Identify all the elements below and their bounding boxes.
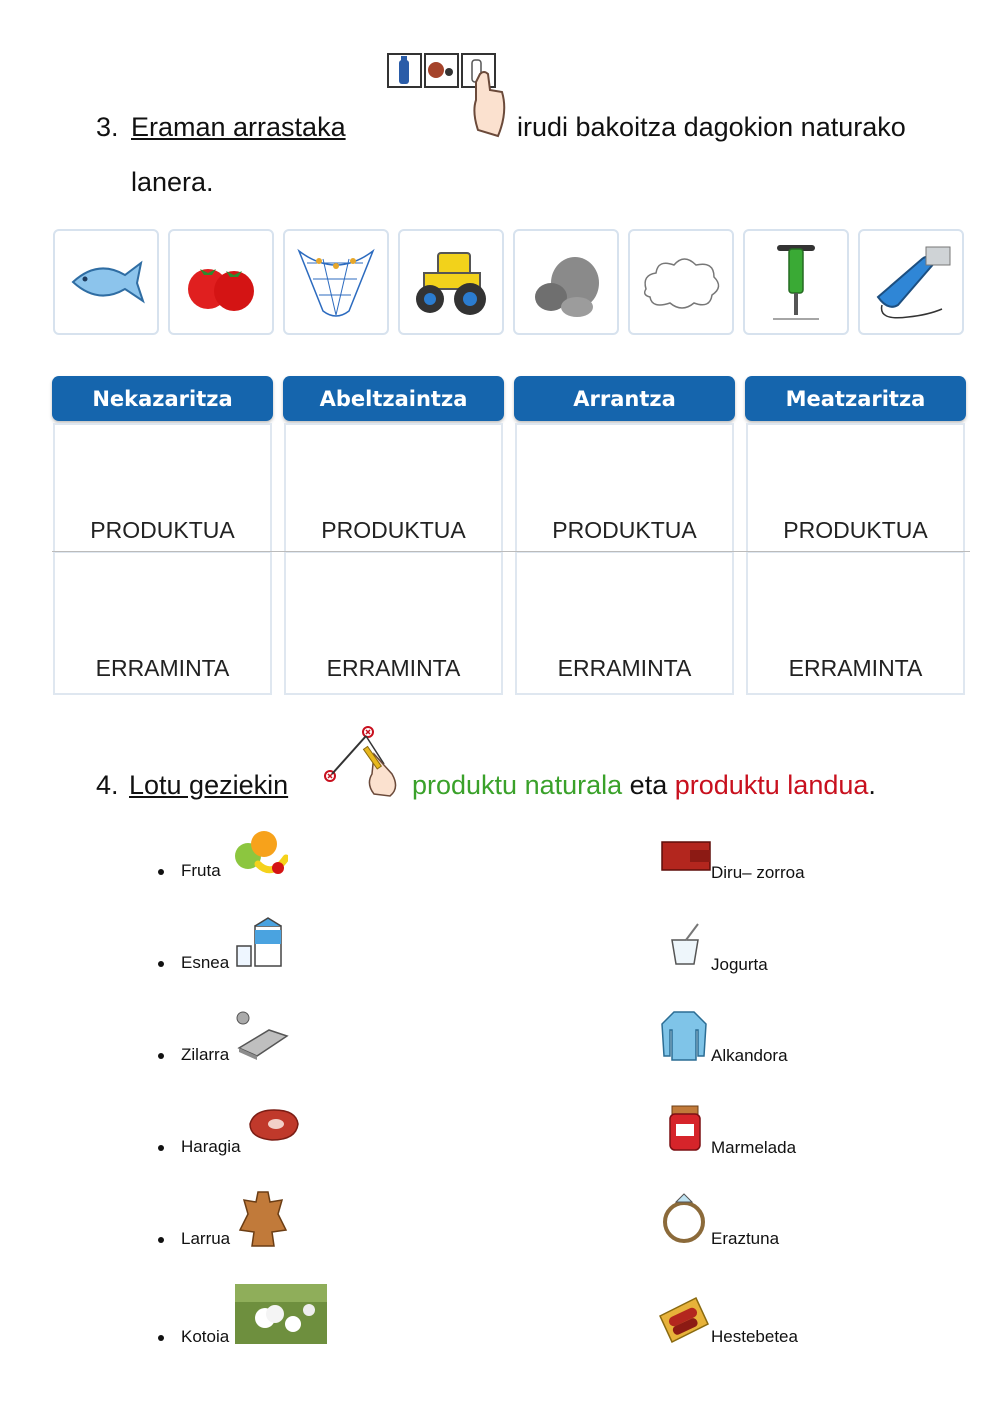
- left-item-haragia[interactable]: Haragia: [181, 1137, 241, 1156]
- connect-arrow-icon: [318, 724, 402, 800]
- drag-card-net[interactable]: [283, 229, 389, 335]
- bullet: [158, 961, 164, 967]
- wallet-icon: [660, 838, 712, 879]
- column-header-nekazaritza: Nekazaritza: [52, 376, 273, 421]
- hide-icon: [238, 1188, 288, 1253]
- period-text: .: [868, 770, 876, 800]
- tool-label: ERRAMINTA: [788, 655, 923, 681]
- column-header-arrantza: Arrantza: [514, 376, 735, 421]
- milk-icon: [235, 916, 287, 975]
- drag-card-shears[interactable]: [858, 229, 964, 335]
- q3-instruction-line2: lanera.: [131, 167, 214, 197]
- bullet: [158, 1053, 164, 1059]
- left-item-zilarra[interactable]: Zilarra: [181, 1045, 230, 1064]
- product-label: PRODUKTUA: [783, 517, 928, 543]
- jackhammer-icon: [753, 239, 839, 325]
- tool-label: ERRAMINTA: [95, 655, 230, 681]
- divider: [52, 551, 970, 552]
- q4-instruction-link: Lotu geziekin: [129, 770, 289, 800]
- right-item-eraztuna[interactable]: Eraztuna: [711, 1229, 780, 1248]
- ring-icon: [660, 1192, 710, 1251]
- q4-number: 4.: [96, 770, 119, 800]
- drag-pictogram-icon: [386, 52, 510, 140]
- jam-icon: [668, 1104, 702, 1157]
- dropzone-abeltzaintza-tool[interactable]: [284, 553, 503, 695]
- dropzone-arrantza-product[interactable]: [515, 423, 734, 553]
- left-item-kotoia[interactable]: Kotoia: [181, 1327, 230, 1346]
- drag-card-jackhammer[interactable]: [743, 229, 849, 335]
- product-label: PRODUKTUA: [90, 517, 235, 543]
- shirt-icon: [660, 1010, 708, 1067]
- yogurt-icon: [668, 922, 702, 971]
- bullet: [158, 869, 164, 875]
- tool-label: ERRAMINTA: [557, 655, 692, 681]
- dropzone-abeltzaintza-product[interactable]: [284, 423, 503, 553]
- dropzone-meatzaritza-tool[interactable]: [746, 553, 965, 695]
- tool-label: ERRAMINTA: [326, 655, 461, 681]
- drag-card-rocks[interactable]: [513, 229, 619, 335]
- drag-card-fish[interactable]: [53, 229, 159, 335]
- q4-instruction-rest: [412, 770, 876, 801]
- right-item-marmelada[interactable]: Marmelada: [711, 1138, 797, 1157]
- bullet: [158, 1145, 164, 1151]
- product-label: PRODUKTUA: [321, 517, 466, 543]
- processed-product-text: produktu landua: [674, 770, 869, 800]
- silver-ingot-icon: [233, 1008, 289, 1069]
- left-item-fruta[interactable]: Fruta: [181, 861, 221, 880]
- q3-instruction-rest: irudi bakoitza dagokion naturako: [517, 112, 906, 142]
- right-item-jogurta[interactable]: Jogurta: [711, 955, 768, 974]
- fishing-net-icon: [293, 239, 379, 325]
- column-header-meatzaritza: Meatzaritza: [745, 376, 966, 421]
- right-item-diru-zorroa[interactable]: Diru– zorroa: [711, 863, 805, 882]
- dropzone-nekazaritza-product[interactable]: [53, 423, 272, 553]
- drag-card-tomatoes[interactable]: [168, 229, 274, 335]
- dropzone-arrantza-tool[interactable]: [515, 553, 734, 695]
- tractor-icon: [408, 239, 494, 325]
- left-item-larrua[interactable]: Larrua: [181, 1229, 231, 1248]
- meat-icon: [246, 1106, 302, 1149]
- fruit-icon: [232, 824, 288, 883]
- dropzone-nekazaritza-tool[interactable]: [53, 553, 272, 695]
- drag-card-cotton[interactable]: [628, 229, 734, 335]
- cotton-wool-icon: [638, 239, 724, 325]
- q3-instruction-link: Eraman arrastaka: [131, 112, 346, 142]
- bullet: [158, 1237, 164, 1243]
- shears-icon: [868, 239, 954, 325]
- left-item-esnea[interactable]: Esnea: [181, 953, 230, 972]
- rocks-icon: [523, 239, 609, 325]
- q3-number: 3.: [96, 112, 119, 142]
- column-header-abeltzaintza: Abeltzaintza: [283, 376, 504, 421]
- product-label: PRODUKTUA: [552, 517, 697, 543]
- dropzone-meatzaritza-product[interactable]: [746, 423, 965, 553]
- sausage-icon: [656, 1294, 710, 1349]
- tomatoes-icon: [178, 239, 264, 325]
- connector-text: eta: [629, 770, 668, 800]
- fish-icon: [63, 239, 149, 325]
- right-item-hestebetea[interactable]: Hestebetea: [711, 1327, 798, 1346]
- bullet: [158, 1335, 164, 1341]
- right-item-alkandora[interactable]: Alkandora: [711, 1046, 788, 1065]
- cotton-plant-icon: [235, 1284, 327, 1349]
- drag-card-tractor[interactable]: [398, 229, 504, 335]
- natural-product-text: produktu naturala: [412, 770, 623, 800]
